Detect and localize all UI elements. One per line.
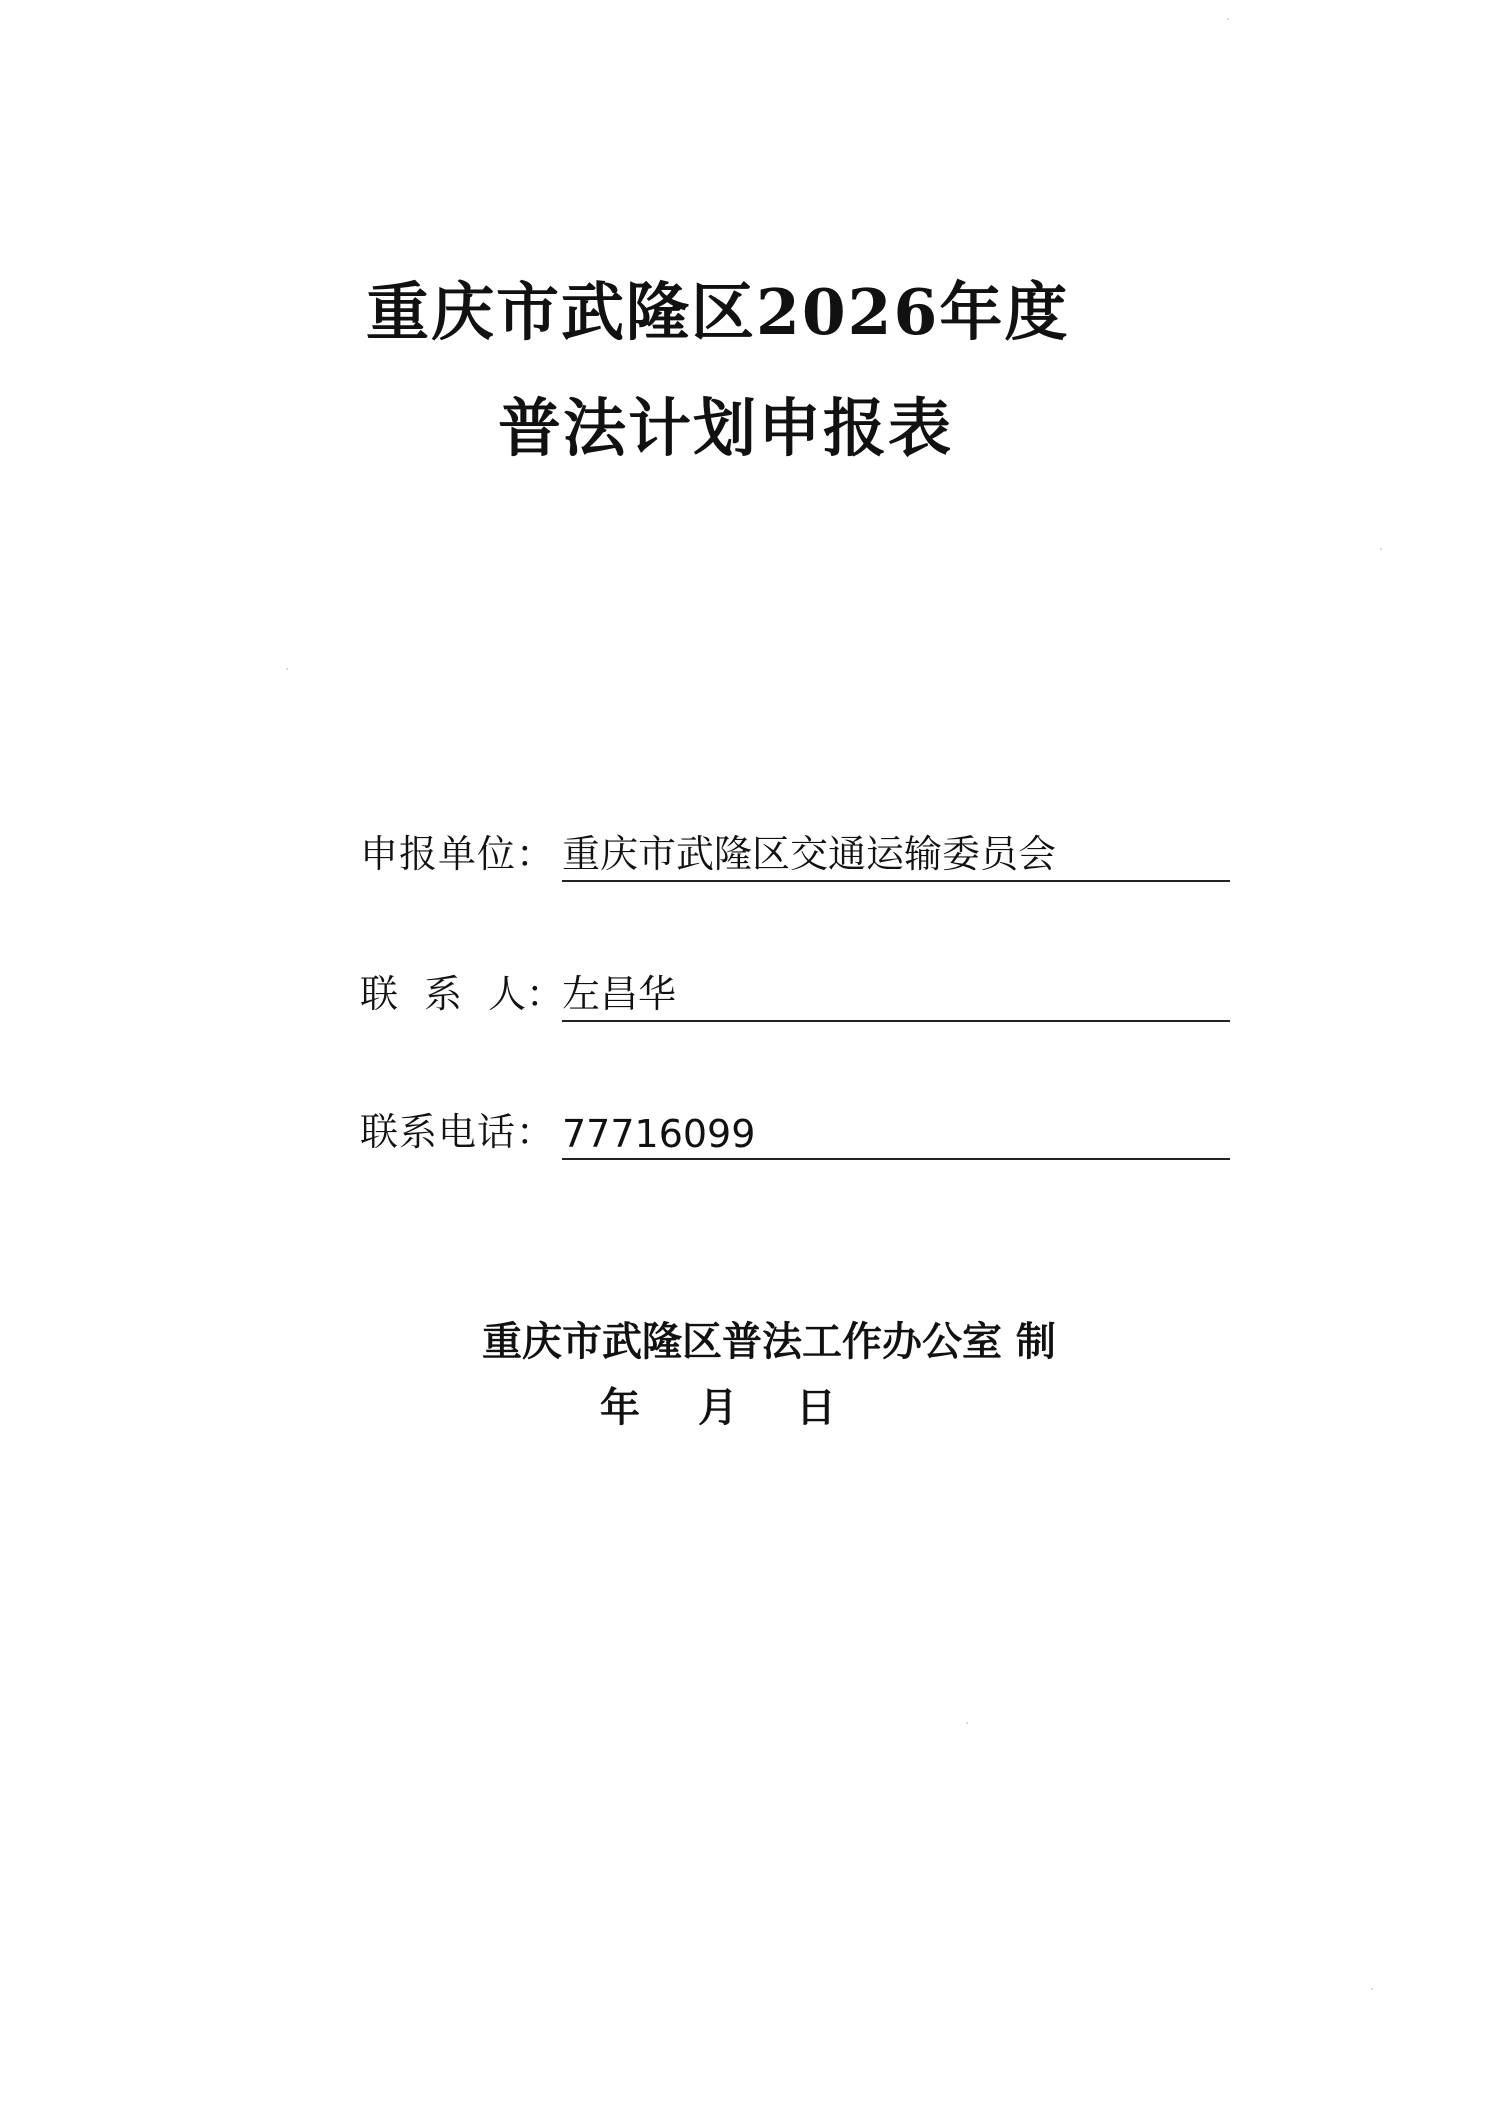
- scan-speck: [1380, 548, 1382, 550]
- scan-speck: [1371, 1988, 1373, 1990]
- contact-label-char-3: 人：: [488, 972, 565, 1016]
- applicant-unit-underline: [562, 880, 1230, 882]
- field-row-applicant-unit: [360, 826, 1230, 882]
- contact-person-label: [360, 963, 564, 1018]
- scan-speck: [966, 1722, 968, 1724]
- issuing-office: 重庆市武隆区普法工作办公室 制: [482, 1318, 1056, 1365]
- contact-label-char-2: 系: [424, 972, 463, 1016]
- date-year-label: 年: [600, 1384, 640, 1431]
- contact-label-char-1: 联: [360, 972, 399, 1016]
- applicant-unit-label: 申报单位：: [360, 832, 556, 876]
- issue-date: [600, 1376, 836, 1433]
- date-month-label: 月: [698, 1384, 738, 1431]
- contact-phone-label: 联系电话：: [360, 1110, 556, 1154]
- scan-speck: [1227, 18, 1229, 20]
- contact-phone-value: 77716099: [562, 1112, 756, 1156]
- document-title-line-2: 普法计划申报表: [498, 391, 953, 465]
- date-day-label: 日: [796, 1384, 836, 1431]
- document-title-line-1: 重庆市武隆区2026年度: [366, 275, 1070, 349]
- applicant-unit-value: 重庆市武隆区交通运输委员会: [562, 832, 1057, 876]
- field-row-contact-phone: [360, 1104, 1230, 1160]
- contact-person-value: 左昌华: [562, 972, 677, 1016]
- contact-phone-underline: [562, 1158, 1230, 1160]
- contact-person-underline: [562, 1020, 1230, 1022]
- scan-speck: [286, 668, 288, 670]
- field-row-contact-person: [360, 966, 1230, 1022]
